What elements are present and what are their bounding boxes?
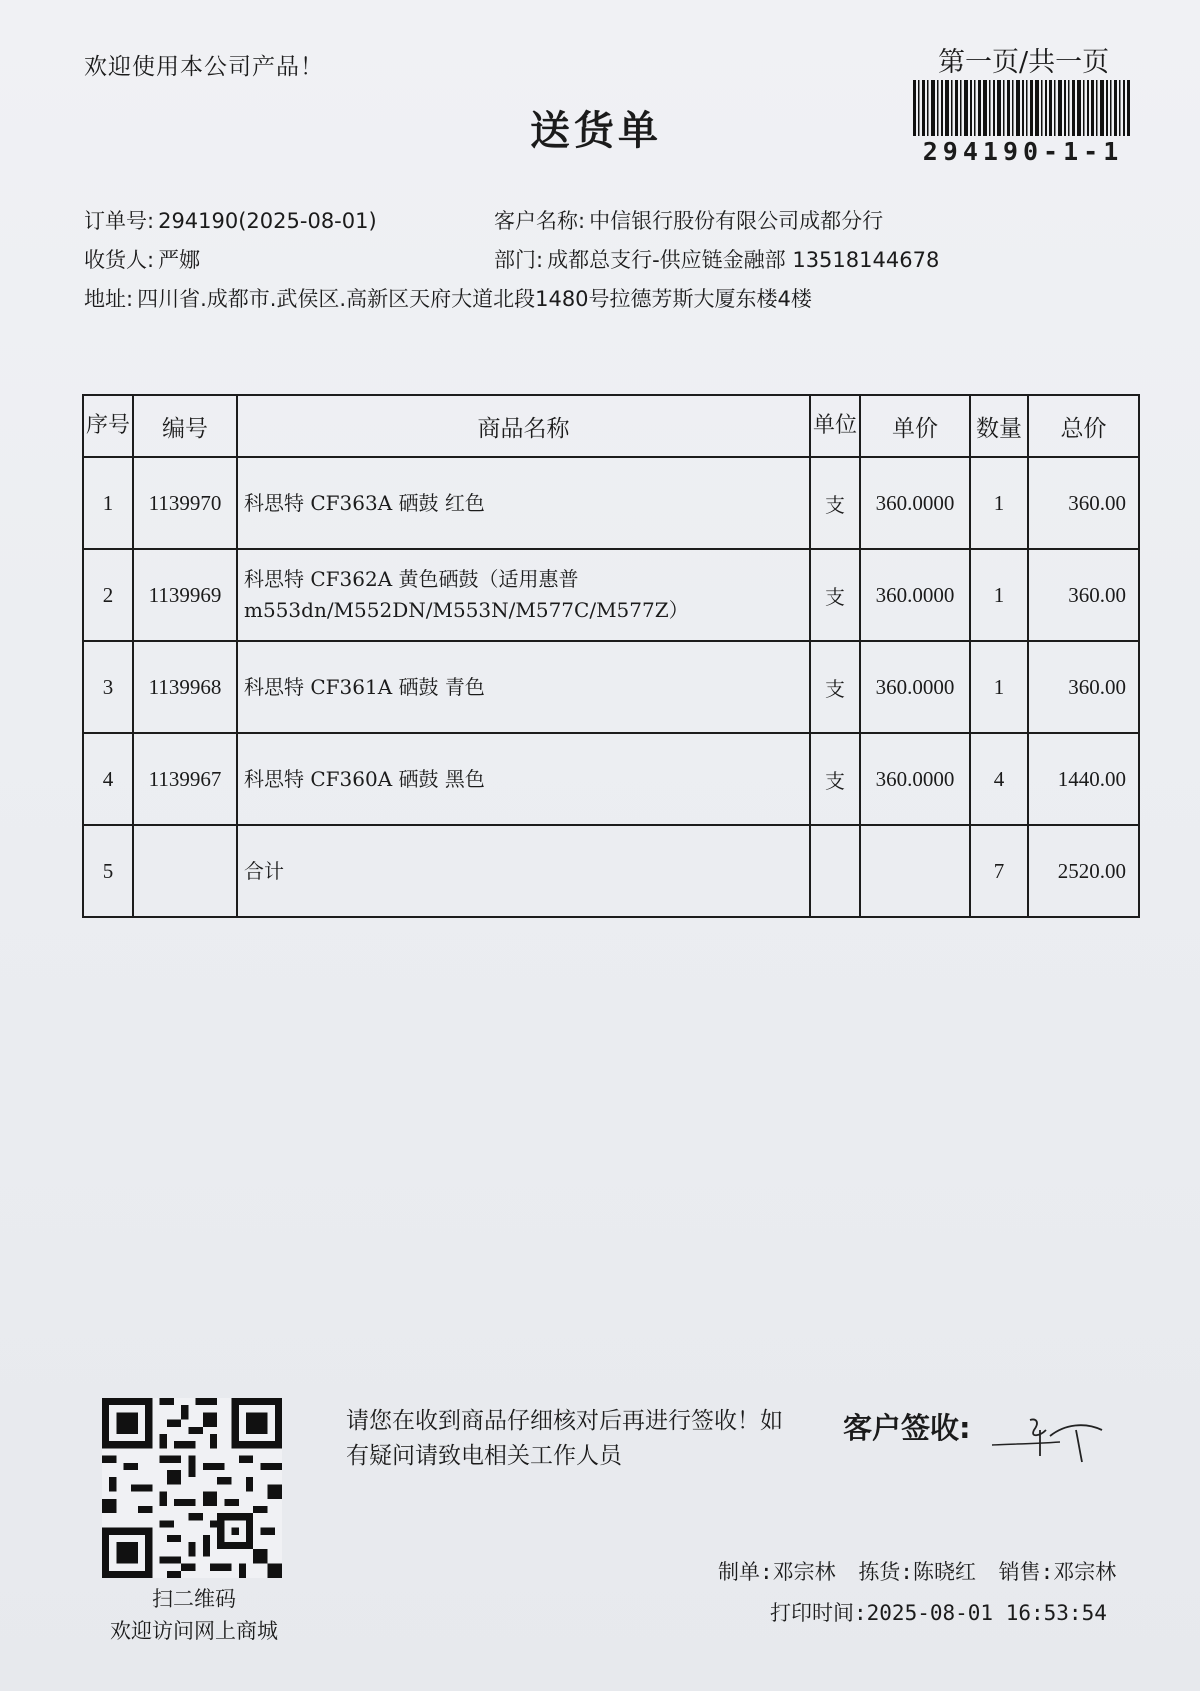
address-field: [84, 283, 812, 313]
qr-code-image: [102, 1398, 282, 1578]
cell-qty: 4: [970, 733, 1028, 825]
verification-notice: 请您在收到商品仔细核对后再进行签收！如有疑问请致电相关工作人员: [346, 1408, 783, 1469]
cell-code: 1139970: [133, 457, 237, 549]
cell-seq: 2: [83, 549, 133, 641]
cell-code: 1139967: [133, 733, 237, 825]
cell-unit: 支: [810, 733, 860, 825]
barcode-image: [913, 80, 1130, 136]
cell-qty: 1: [970, 641, 1028, 733]
cell-seq: 4: [83, 733, 133, 825]
receiver-field: [84, 244, 200, 274]
picker-text: 拣货:陈晓红: [858, 1560, 976, 1584]
table-row-total: [83, 825, 1139, 917]
order-number-label: 订单号:: [84, 209, 155, 233]
department-label: 部门:: [494, 248, 544, 272]
header-seq: 序号: [83, 395, 133, 457]
cell-price: 360.0000: [860, 733, 970, 825]
cell-code: 1139968: [133, 641, 237, 733]
receiver-label: 收货人:: [84, 248, 155, 272]
cell-total: 360.00: [1028, 641, 1139, 733]
table-row: [83, 641, 1139, 733]
header-code: 编号: [133, 395, 237, 457]
order-number-field: [84, 205, 377, 235]
cell-total: 360.00: [1028, 457, 1139, 549]
receiver-value: 严娜: [158, 248, 201, 272]
qr-caption: [84, 1584, 304, 1647]
order-number-value: 294190(2025-08-01): [158, 209, 377, 233]
staff-info: [718, 1556, 1116, 1586]
header-name: 商品名称: [237, 395, 810, 457]
header-price: 单价: [860, 395, 970, 457]
cell-name: 科思特 CF361A 硒鼓 青色: [237, 641, 810, 733]
cell-code: 1139969: [133, 549, 237, 641]
department-value: 成都总支行-供应链金融部 13518144678: [547, 248, 940, 272]
cell-unit: 支: [810, 641, 860, 733]
customer-signature-label: 客户签收:: [843, 1411, 971, 1445]
table-header-row: [83, 395, 1139, 457]
cell-unit: 支: [810, 549, 860, 641]
maker-text: 制单:邓宗林: [718, 1560, 836, 1584]
header-unit: 单位: [810, 395, 860, 457]
table-row: [83, 549, 1139, 641]
table-row: [83, 457, 1139, 549]
cell-seq: 3: [83, 641, 133, 733]
cell-seq: 1: [83, 457, 133, 549]
print-time: 打印时间:2025-08-01 16:53:54: [770, 1601, 1107, 1625]
address-value: 四川省.成都市.武侯区.高新区天府大道北段1480号拉德芳斯大厦东楼4楼: [137, 287, 812, 311]
handwritten-signature: [990, 1400, 1110, 1470]
cell-price: 360.0000: [860, 641, 970, 733]
welcome-text: 欢迎使用本公司产品！: [84, 54, 324, 80]
cell-code: [133, 825, 237, 917]
cell-qty: 1: [970, 549, 1028, 641]
qr-caption-line1: 扫二维码: [152, 1587, 236, 1611]
cell-total: 1440.00: [1028, 733, 1139, 825]
department-field: [494, 244, 939, 274]
cell-unit: 支: [810, 457, 860, 549]
items-table: [82, 394, 1140, 918]
barcode-number: 294190-1-1: [922, 137, 1124, 166]
cell-price: 360.0000: [860, 549, 970, 641]
customer-name-label: 客户名称:: [494, 209, 586, 233]
document-title: 送货单: [530, 108, 662, 154]
cell-total: 360.00: [1028, 549, 1139, 641]
customer-name-field: [494, 205, 883, 235]
cell-name: 合计: [237, 825, 810, 917]
sales-text: 销售:邓宗林: [998, 1560, 1117, 1584]
cell-name: 科思特 CF360A 硒鼓 黑色: [237, 733, 810, 825]
address-label: 地址:: [84, 287, 134, 311]
qr-caption-line2: 欢迎访问网上商城: [110, 1618, 278, 1643]
header-qty: 数量: [970, 395, 1028, 457]
cell-qty: 7: [970, 825, 1028, 917]
table-row: [83, 733, 1139, 825]
cell-qty: 1: [970, 457, 1028, 549]
cell-name: 科思特 CF362A 黄色硒鼓（适用惠普 m553dn/M552DN/M553N/M577C/M577Z）: [237, 549, 810, 641]
cell-price: [860, 825, 970, 917]
cell-name: 科思特 CF363A 硒鼓 红色: [237, 457, 810, 549]
header-total: 总价: [1028, 395, 1139, 457]
cell-total: 2520.00: [1028, 825, 1139, 917]
page-indicator: 第一页/共一页: [938, 47, 1110, 78]
cell-price: 360.0000: [860, 457, 970, 549]
cell-unit: [810, 825, 860, 917]
customer-name-value: 中信银行股份有限公司成都分行: [589, 209, 884, 233]
cell-seq: 5: [83, 825, 133, 917]
